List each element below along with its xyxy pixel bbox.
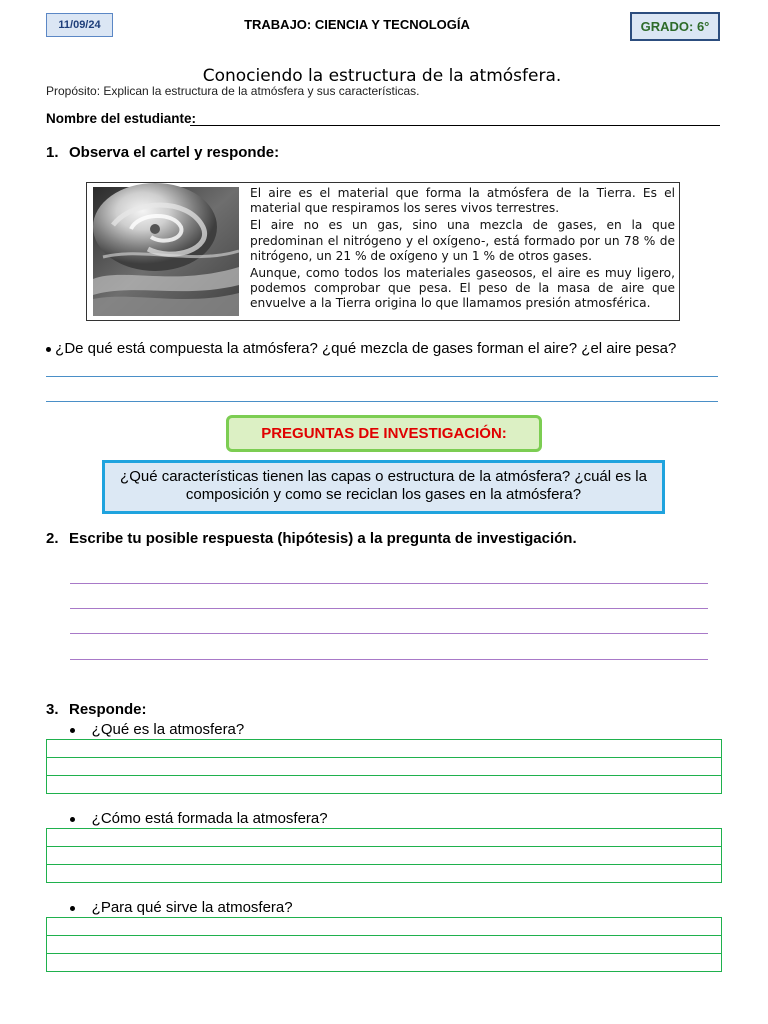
hypothesis-line[interactable] <box>70 608 708 609</box>
student-name-label: Nombre del estudiante: <box>46 111 197 126</box>
page-title: Conociendo la estructura de la atmósfera. <box>202 66 562 86</box>
answer-row[interactable] <box>47 936 721 954</box>
question-2-heading <box>46 530 577 547</box>
answer-row[interactable] <box>47 865 721 882</box>
hypothesis-line[interactable] <box>70 659 708 660</box>
poster-paragraph-3: Aunque, como todos los materiales gaseosos, el aire es muy ligero, podemos comprobar que pesa. El peso de la masa de aire que envuelve a la Tierra origina lo que llamamos presión atmosférica. <box>250 266 675 311</box>
poster-paragraph-1: El aire es el material que forma la atmósfera de la Tierra. Es el material que respiramos los seres vivos terrestres. <box>250 186 675 216</box>
answer-box[interactable] <box>46 917 722 972</box>
answer-row[interactable] <box>47 829 721 847</box>
answer-line[interactable] <box>46 401 718 402</box>
investigation-question: ¿Qué características tienen las capas o estructura de la atmósfera? ¿cuál es la composición y como se reciclan los gases en la atmósfera? <box>102 460 665 514</box>
poster-text <box>250 186 675 314</box>
question-1-bullet <box>46 340 676 357</box>
answer-box[interactable] <box>46 828 722 883</box>
purpose-text-clipped <box>46 84 466 99</box>
question-1-heading <box>46 144 279 161</box>
question-1-number: 1. <box>46 144 59 161</box>
hypothesis-line[interactable] <box>70 583 708 584</box>
question-2-text: Escribe tu posible respuesta (hipótesis) a la pregunta de investigación. <box>69 530 577 547</box>
question-3-heading <box>46 701 147 718</box>
answer-row[interactable] <box>47 954 721 971</box>
poster-card <box>86 182 680 321</box>
sub-question <box>70 899 293 916</box>
purpose-text: Propósito: Explican la estructura de la atmósfera y sus características. <box>46 84 420 98</box>
bullet-icon <box>70 906 75 911</box>
sub-question <box>70 721 244 738</box>
answer-row[interactable] <box>47 918 721 936</box>
sub-question-text: ¿Qué es la atmosfera? <box>91 721 245 738</box>
answer-row[interactable] <box>47 740 721 758</box>
investigation-label: PREGUNTAS DE INVESTIGACIÓN: <box>226 415 542 452</box>
sub-question-text: ¿Para qué sirve la atmosfera? <box>91 899 293 916</box>
answer-row[interactable] <box>47 847 721 865</box>
hypothesis-line[interactable] <box>70 633 708 634</box>
student-name-field[interactable] <box>190 125 720 126</box>
answer-box[interactable] <box>46 739 722 794</box>
question-3-text: Responde: <box>69 701 147 718</box>
bullet-icon <box>70 817 75 822</box>
answer-row[interactable] <box>47 776 721 793</box>
hurricane-satellite-image <box>93 187 239 316</box>
question-2-number: 2. <box>46 530 59 547</box>
answer-line[interactable] <box>46 376 718 377</box>
sub-question-text: ¿Cómo está formada la atmosfera? <box>91 810 328 827</box>
question-3-number: 3. <box>46 701 59 718</box>
date-badge: 11/09/24 <box>46 13 113 37</box>
sub-question <box>70 810 328 827</box>
bullet-icon <box>70 728 75 733</box>
poster-paragraph-2: El aire no es un gas, sino una mezcla de gases, en la que predominan el nitrógeno y el oxígeno-, está formado por un 78 % de nitrógeno, un 21 % de oxígeno y un 1 % de otros gases. <box>250 218 675 263</box>
answer-row[interactable] <box>47 758 721 776</box>
bullet-icon <box>46 347 51 352</box>
subject-title: TRABAJO: CIENCIA Y TECNOLOGÍA <box>244 17 470 32</box>
question-1-prompt: ¿De qué está compuesta la atmósfera? ¿qué mezcla de gases forman el aire? ¿el aire pesa? <box>55 340 677 357</box>
question-1-text: Observa el cartel y responde: <box>69 144 280 161</box>
grade-badge: GRADO: 6° <box>630 12 720 41</box>
